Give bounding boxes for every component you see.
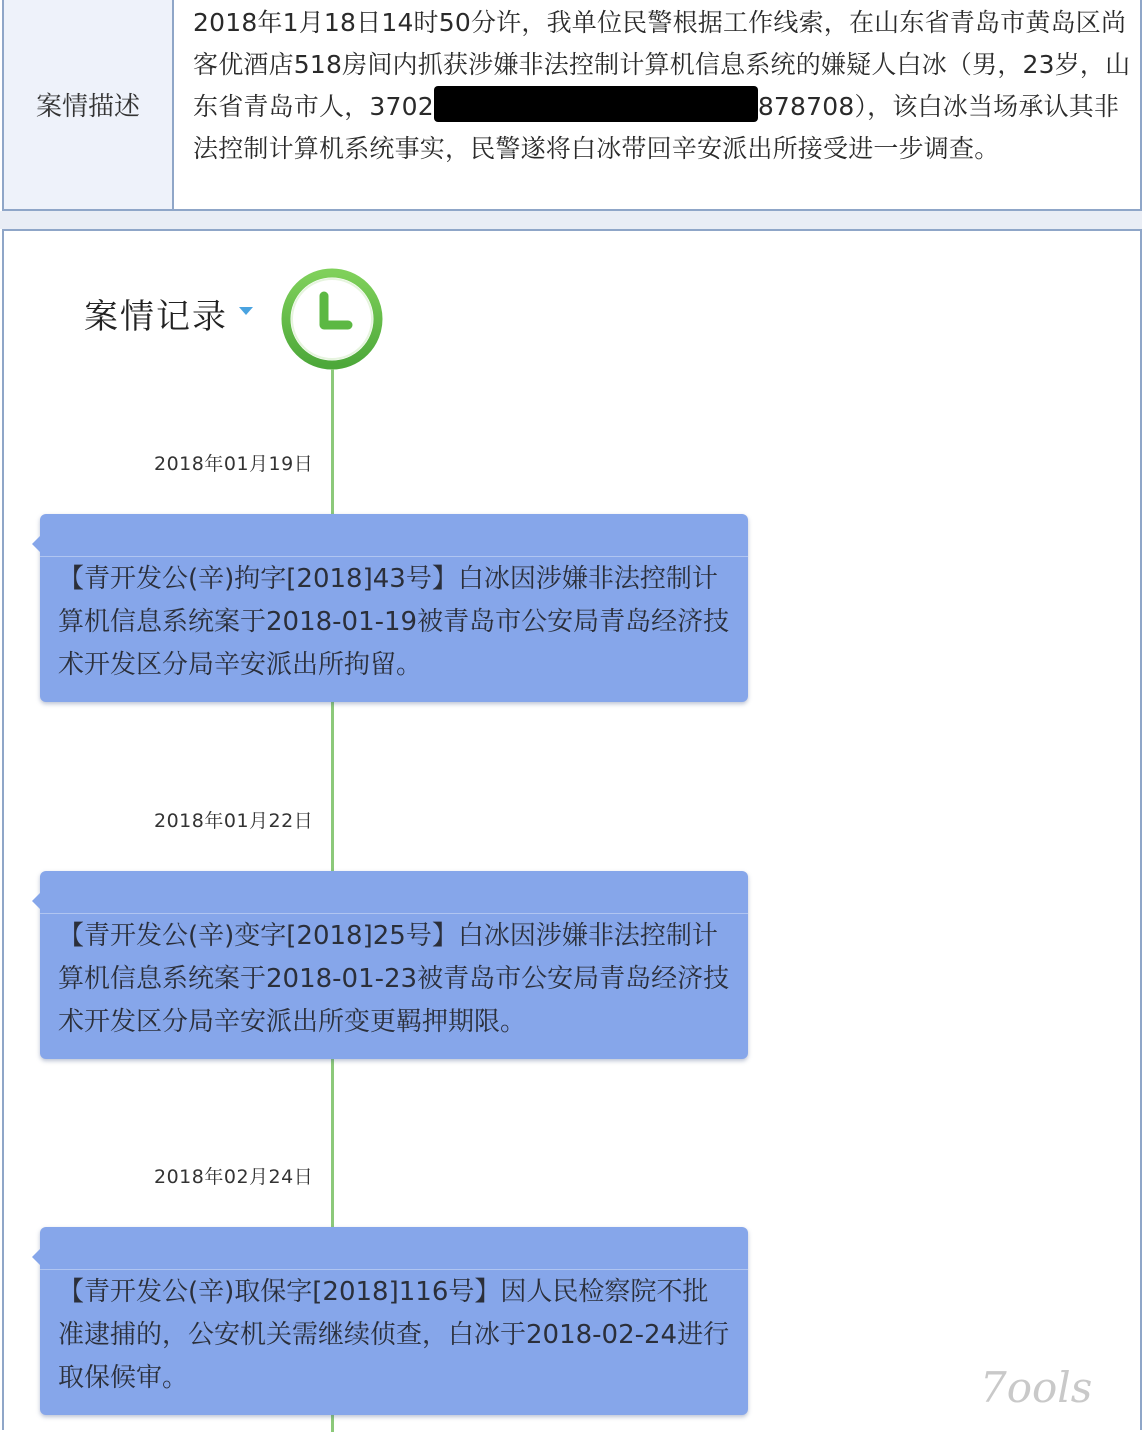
- clock-icon: [280, 267, 384, 371]
- watermark-logo: [976, 1356, 1126, 1416]
- record-date: 2018年01月19日: [154, 453, 314, 475]
- case-description-label: 案情描述: [4, 0, 174, 209]
- case-description-text: [174, 0, 1140, 209]
- case-record-title[interactable]: 案情记录: [84, 297, 228, 337]
- record-card: 【青开发公(辛)取保字[2018]116号】因人民检察院不批准逮捕的，公安机关需继续侦查，白冰于2018-02-24进行取保候审。: [40, 1227, 748, 1415]
- record-card: 【青开发公(辛)变字[2018]25号】白冰因涉嫌非法控制计算机信息系统案于2018-01-23被青岛市公安局青岛经济技术开发区分局辛安派出所变更羁押期限。: [40, 871, 748, 1059]
- case-description-text-part1: 2018年1月18日14时50分许，我单位民警根据工作线索，在山东省青岛市黄岛区尚客优酒店518房间内抓获涉嫌非法控制计算机信息系统的嫌疑人白冰（男，23岁，山东省青岛市人，3702: [193, 8, 1131, 121]
- record-date: 2018年02月24日: [154, 1166, 314, 1188]
- redaction-block: [434, 86, 758, 122]
- chevron-down-icon[interactable]: [239, 307, 253, 315]
- case-description-text-part2: 878708），该白冰当场承认其非法控制计算机系统事实，民警遂将白冰带回辛安派出所接受进一步调查。: [193, 92, 1120, 163]
- section-divider: [0, 211, 1142, 229]
- case-record-panel: [2, 229, 1142, 1430]
- record-card: 【青开发公(辛)拘字[2018]43号】白冰因涉嫌非法控制计算机信息系统案于2018-01-19被青岛市公安局青岛经济技术开发区分局辛安派出所拘留。: [40, 514, 748, 702]
- case-description-table: [2, 0, 1142, 211]
- record-date: 2018年01月22日: [154, 810, 314, 832]
- svg-text:7ools: 7ools: [980, 1363, 1093, 1412]
